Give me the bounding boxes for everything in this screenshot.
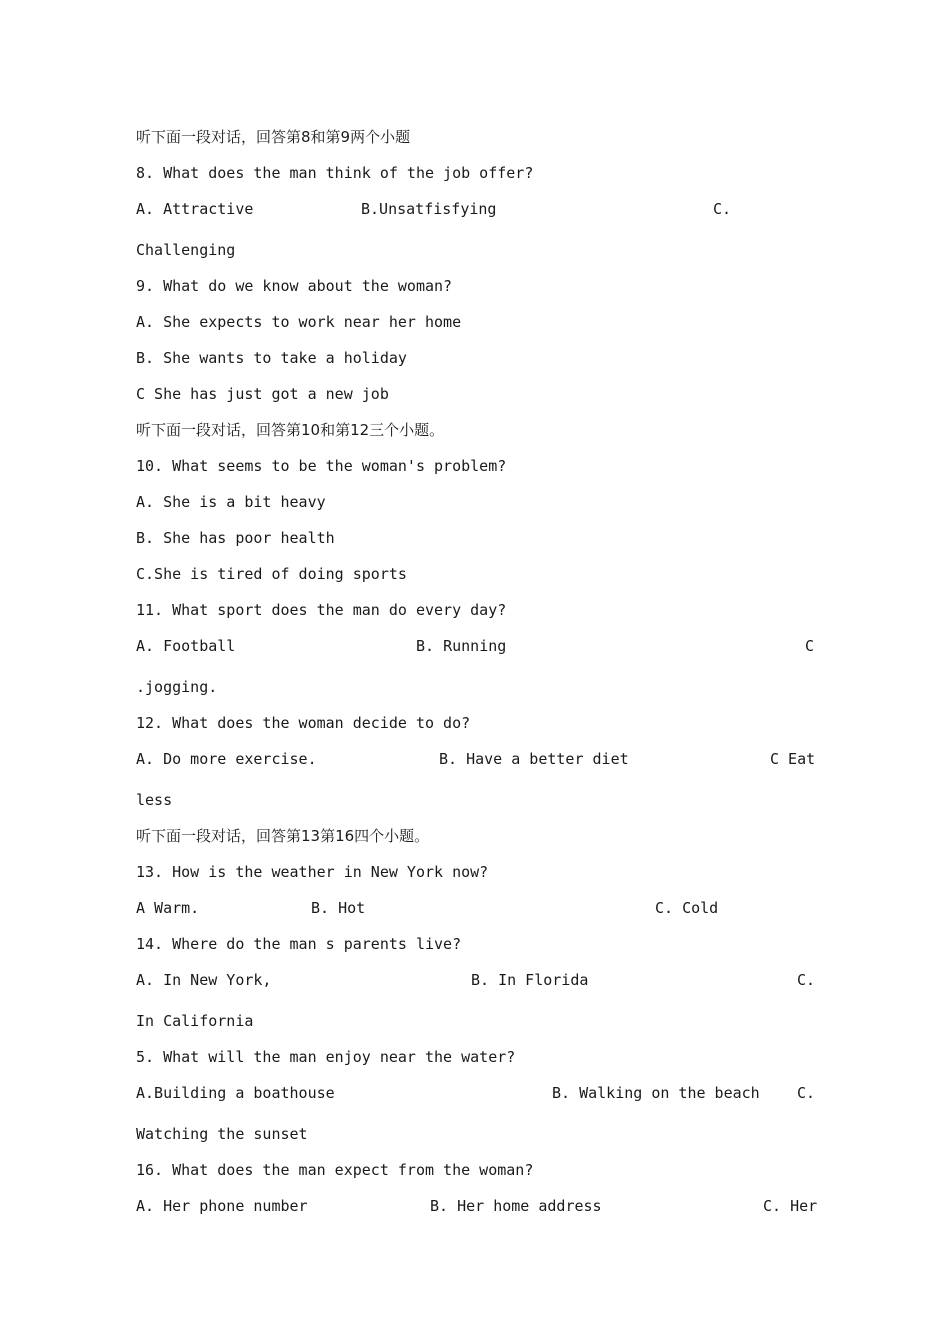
- q11-option-c-marker: C: [805, 637, 815, 655]
- question-9: 9. What do we know about the woman?: [136, 277, 453, 295]
- q8-option-c-marker: C.: [713, 200, 732, 218]
- question-13: 13. How is the weather in New York now?: [136, 863, 489, 881]
- question-10: 10. What seems to be the woman's problem?: [136, 457, 507, 475]
- q14-option-b: B. In Florida: [471, 971, 589, 989]
- q13-option-c: C. Cold: [655, 899, 719, 917]
- section-intro-13-16: 听下面一段对话，回答第13第16四个小题。: [136, 827, 430, 845]
- q9-option-a: A. She expects to work near her home: [136, 313, 462, 331]
- section-intro-10-12: 听下面一段对话，回答第10和第12三个小题。: [136, 421, 445, 439]
- question-16: 16. What does the man expect from the woman?: [136, 1161, 534, 1179]
- q16-option-c-marker: C. Her: [763, 1197, 818, 1215]
- q10-option-c: C.She is tired of doing sports: [136, 565, 407, 583]
- question-12: 12. What does the woman decide to do?: [136, 714, 471, 732]
- q15-option-b: B. Walking on the beach: [552, 1084, 760, 1102]
- q13-option-b: B. Hot: [311, 899, 366, 917]
- q10-option-a: A. She is a bit heavy: [136, 493, 326, 511]
- question-8: 8. What does the man think of the job offer?: [136, 164, 534, 182]
- q16-option-a: A. Her phone number: [136, 1197, 308, 1215]
- q9-option-c: C She has just got a new job: [136, 385, 389, 403]
- q13-option-a: A Warm.: [136, 899, 200, 917]
- q10-option-b: B. She has poor health: [136, 529, 335, 547]
- q12-option-a: A. Do more exercise.: [136, 750, 317, 768]
- q12-option-c-marker: C Eat: [770, 750, 816, 768]
- q11-option-a: A. Football: [136, 637, 236, 655]
- q11-option-b: B. Running: [416, 637, 507, 655]
- q14-option-c-text: In California: [136, 1012, 254, 1030]
- q8-option-c-text: Challenging: [136, 241, 236, 259]
- q16-option-b: B. Her home address: [430, 1197, 602, 1215]
- question-15: 5. What will the man enjoy near the water?: [136, 1048, 516, 1066]
- question-14: 14. Where do the man s parents live?: [136, 935, 462, 953]
- q15-option-a: A.Building a boathouse: [136, 1084, 335, 1102]
- q14-option-c-marker: C.: [797, 971, 816, 989]
- q15-option-c-text: Watching the sunset: [136, 1125, 308, 1143]
- q15-option-c-marker: C.: [797, 1084, 816, 1102]
- q8-option-b: B.Unsatfisfying: [361, 200, 497, 218]
- q12-option-b: B. Have a better diet: [439, 750, 629, 768]
- q12-option-c-text: less: [136, 791, 173, 809]
- q14-option-a: A. In New York,: [136, 971, 272, 989]
- q8-option-a: A. Attractive: [136, 200, 254, 218]
- q9-option-b: B. She wants to take a holiday: [136, 349, 407, 367]
- question-11: 11. What sport does the man do every day?: [136, 601, 507, 619]
- q11-option-c-text: .jogging.: [136, 678, 218, 696]
- section-intro-8-9: 听下面一段对话，回答第8和第9两个小题: [136, 128, 411, 146]
